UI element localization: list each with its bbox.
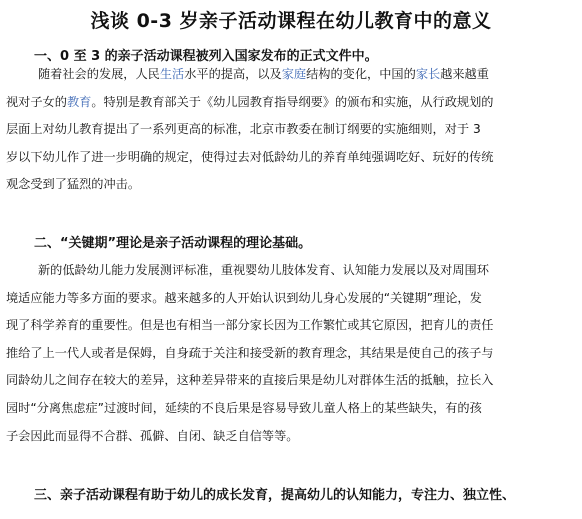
paragraph-line: 新的低龄幼儿能力发展测评标准，重视婴幼儿肢体发育、认知能力发展以及对周围环 bbox=[38, 263, 489, 277]
paragraph-line: 园时“分离焦虑症”过渡时间，延续的不良后果是容易导致儿童人格上的某些缺失，有的孩 bbox=[6, 400, 482, 415]
paragraph-line: 子会因此而显得不合群、孤僻、自闭、缺乏自信等等。 bbox=[6, 428, 299, 443]
paragraph-line bbox=[0, 89, 582, 117]
text-run: 结构的变化，中国的 bbox=[306, 67, 416, 81]
text-run: 越来越重 bbox=[440, 67, 489, 81]
text-run: 视对子女的 bbox=[6, 94, 67, 109]
keyword-link-shenghuo[interactable]: 生活 bbox=[159, 67, 185, 81]
section-1-paragraph bbox=[0, 61, 582, 199]
section-3-heading: 三、亲子活动课程有助于幼儿的成长发育，提高幼儿的认知能力，专注力、独立性、 bbox=[34, 488, 516, 503]
paragraph-line: 岁以下幼儿作了进一步明确的规定，使得过去对低龄幼儿的养育单纯强调吃好、玩好的传统 bbox=[6, 149, 494, 164]
section-2-heading: 二、“关键期”理论是亲子活动课程的理论基础。 bbox=[34, 236, 312, 251]
paragraph-line: 境适应能力等多方面的要求。越来越多的人开始认识到幼儿身心发展的“关键期”理论，发 bbox=[6, 290, 482, 305]
keyword-link-jiaoyu[interactable]: 教育 bbox=[66, 94, 92, 109]
paragraph-line: 观念受到了猛烈的冲击。 bbox=[6, 177, 141, 192]
keyword-link-jiating[interactable]: 家庭 bbox=[281, 67, 307, 81]
text-run: 随着社会的发展，人民 bbox=[38, 67, 160, 81]
text-run: 。特别是教育部关于《幼儿园教育指导纲要》的颁布和实施，从行政规划的 bbox=[91, 94, 494, 109]
keyword-link-jiazhang[interactable]: 家长 bbox=[415, 67, 441, 81]
section-1-heading: 一、0 至 3 的亲子活动课程被列入国家发布的正式文件中。 bbox=[34, 49, 378, 64]
paragraph-line: 同龄幼儿之间存在较大的差异，这种差异带来的直接后果是幼儿对群体生活的抵触，拉长入 bbox=[6, 373, 494, 388]
document-title: 浅谈 0-3 岁亲子活动课程在幼儿教育中的意义 bbox=[90, 10, 492, 32]
paragraph-line: 现了科学养育的重要性。但是也有相当一部分家长因为工作繁忙或其它原因，把育儿的责任 bbox=[6, 318, 494, 333]
section-2-paragraph bbox=[0, 257, 582, 450]
paragraph-line: 推给了上一代人或者是保姆，自身疏于关注和接受新的教育理念，其结果是使自己的孩子与 bbox=[6, 345, 494, 360]
paragraph-line: 层面上对幼儿教育提出了一系列更高的标准，北京市教委在制订纲要的实施细则，对于 3 bbox=[6, 122, 481, 137]
paragraph-line bbox=[0, 61, 582, 89]
text-run: 水平的提高，以及 bbox=[184, 67, 282, 81]
